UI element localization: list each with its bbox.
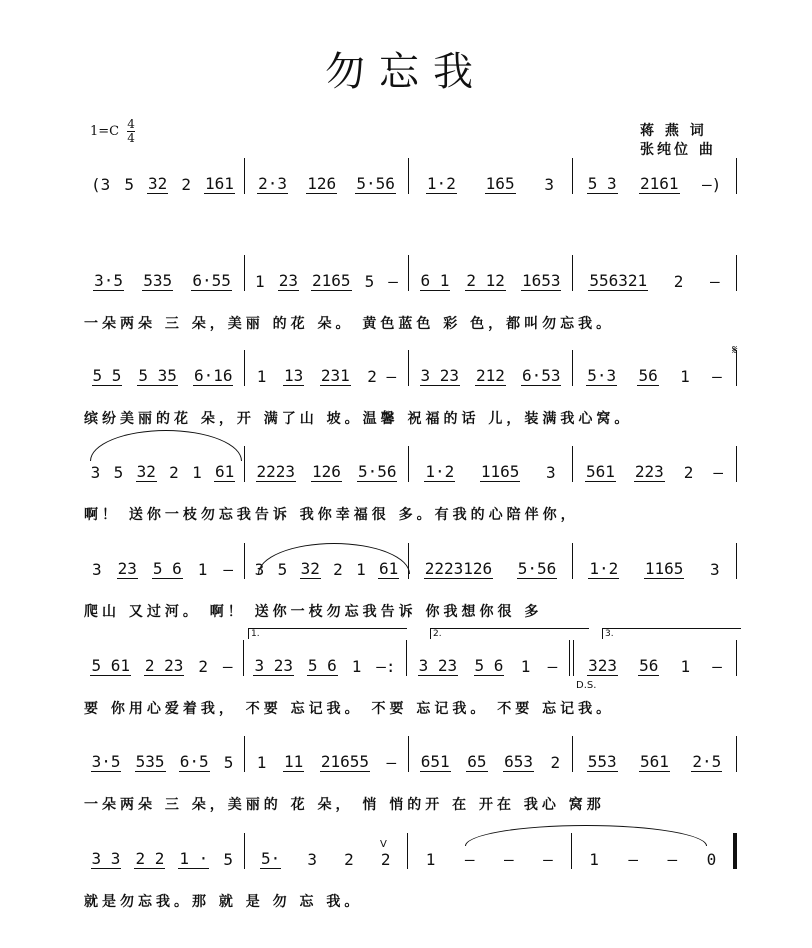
note-group: 32: [136, 462, 156, 481]
notes-line: [84, 553, 740, 579]
score-row: [84, 629, 740, 717]
note-group: 5 6: [307, 656, 337, 675]
note-group: 2: [344, 850, 354, 869]
note-group: 5: [124, 175, 134, 194]
measure: [84, 463, 241, 482]
note-group: 5 6: [474, 656, 504, 675]
barline: [244, 543, 245, 579]
note-group: 553: [587, 752, 617, 771]
barline: [408, 158, 409, 194]
note-group: –: [712, 657, 722, 676]
measure: [412, 175, 569, 194]
measure: [84, 850, 241, 869]
note-group: 2 23: [144, 656, 184, 675]
lyrics-line: 缤纷美丽的花 朵，开 满了山 坡。温馨 祝福的话 儿，装满我心窝。: [84, 411, 633, 427]
note-group: 5: [223, 850, 233, 869]
measure: [411, 851, 568, 869]
note-group: 535: [143, 271, 173, 290]
measure: [84, 272, 241, 291]
key-signature: [90, 118, 135, 145]
note-group: 11: [283, 752, 304, 771]
barline: [244, 446, 245, 482]
barline: [572, 736, 573, 772]
lyrics-line: 爬山 又过河。 啊！ 送你一枝勿忘我告诉 你我想你很 多: [84, 604, 543, 620]
note-group: 3: [710, 560, 720, 579]
note-group: 1·2: [589, 559, 619, 578]
volta-bracket: 2.: [430, 628, 589, 639]
slur-arc: [90, 430, 242, 461]
volta-bracket: 1.: [248, 628, 407, 639]
barline: [736, 255, 737, 291]
credits: [640, 122, 716, 160]
note-group: 32: [300, 559, 320, 578]
note-group: –: [547, 657, 558, 676]
note-group: 1·2: [426, 174, 456, 193]
note-group: 126: [312, 462, 341, 481]
note-group: 5: [364, 272, 375, 291]
barline: [572, 255, 573, 291]
note-group: –: [713, 463, 723, 482]
composer-credit: 张纯位 曲: [640, 142, 716, 158]
barline: [244, 350, 245, 386]
note-group: 6·16: [193, 366, 233, 385]
note-group: 65: [467, 752, 487, 771]
score-row: [84, 168, 740, 228]
score-row: [84, 265, 740, 332]
note-group: 6·5: [179, 752, 209, 771]
note-group: 5: [223, 753, 234, 772]
measure: [576, 463, 733, 482]
measure: [247, 657, 403, 676]
note-group: 23: [117, 559, 137, 578]
measure: [248, 367, 405, 386]
note-group: 2·3: [258, 174, 288, 193]
note-group: –:: [376, 657, 396, 676]
barline: [736, 158, 737, 194]
time-sig-bottom: 4: [127, 131, 135, 145]
note-group: 5 6: [152, 559, 182, 578]
note-group: 1: [351, 657, 362, 676]
notes-line: [84, 168, 740, 194]
note-group: 13: [283, 366, 304, 385]
segno-sign: 𝄋: [732, 343, 738, 358]
note-group: 161: [205, 174, 234, 193]
note-group: 3 3: [91, 849, 121, 868]
measure: [248, 272, 405, 291]
note-group: 3: [90, 463, 101, 482]
measure: [412, 367, 569, 386]
note-group: 6 1: [420, 271, 450, 290]
note-group: 5·56: [517, 559, 557, 578]
note-group: –: [710, 272, 720, 291]
notes-line: [84, 746, 740, 772]
note-group: 1165: [480, 462, 520, 481]
note-group: (3: [91, 175, 111, 194]
measure: [248, 463, 405, 482]
barline: [408, 350, 409, 386]
lyrics-line: 要 你用心爱着我， 不要 忘记我。 不要 忘记我。 不要 忘记我。: [84, 701, 615, 717]
note-group: 5 3: [587, 174, 617, 193]
note-group: 1: [356, 560, 366, 579]
lyrics-line: 啊！ 送你一枝勿忘我告诉 我你幸福很 多。有我的心陪伴你，: [84, 507, 579, 523]
note-group: 56: [639, 656, 659, 675]
note-group: 1 ·: [179, 849, 209, 868]
note-group: 61: [379, 559, 399, 578]
note-group: 556321: [589, 271, 648, 290]
measure: [84, 753, 241, 772]
note-group: 5·3: [587, 366, 617, 385]
note-group: 32: [148, 174, 168, 193]
note-group: 61: [215, 462, 235, 481]
note-group: –: [712, 367, 722, 386]
note-group: 5 5: [92, 366, 122, 385]
score-row: [84, 843, 740, 910]
note-group: –: [543, 850, 553, 869]
notes-line: [84, 360, 740, 386]
notes-line: [84, 843, 740, 869]
barline: [244, 833, 245, 869]
note-group: 3: [254, 560, 265, 579]
note-group: 3 23: [418, 656, 458, 675]
dal-segno-mark: D.S.: [576, 680, 597, 691]
barline: [736, 736, 737, 772]
note-group: 2165: [312, 271, 351, 290]
barline: [408, 736, 409, 772]
note-group: 1: [589, 850, 599, 869]
note-group: 0: [706, 850, 717, 869]
note-group: –: [667, 850, 678, 869]
note-group: –: [464, 850, 475, 869]
slur-arc: [258, 543, 410, 574]
note-group: 1: [680, 657, 691, 676]
score-row: [84, 553, 740, 620]
barline: [406, 640, 407, 676]
breath-mark: V: [380, 839, 387, 850]
barline: [244, 158, 245, 194]
note-group: 5: [277, 560, 288, 579]
barline: [572, 446, 573, 482]
lyricist-credit: 蒋 燕 词: [640, 123, 707, 139]
note-group: 2 2: [135, 849, 165, 868]
note-group: 223: [634, 462, 664, 481]
note-group: 2223126: [424, 559, 493, 578]
note-group: 2 12: [466, 271, 505, 290]
note-group: 2: [673, 272, 684, 291]
score-row: [84, 360, 740, 427]
measure: [576, 367, 733, 386]
note-group: 3: [307, 850, 318, 869]
note-group: 3: [91, 560, 102, 579]
note-group: 1165: [644, 559, 684, 578]
time-sig-top: 4: [127, 117, 135, 131]
note-group: –): [701, 175, 722, 194]
measure: [84, 175, 241, 194]
note-group: –: [223, 560, 233, 579]
note-group: –: [386, 753, 397, 772]
note-group: 2 –: [367, 367, 397, 386]
note-group: 561: [585, 462, 615, 481]
measure: [248, 753, 405, 772]
note-group: 2·5: [692, 752, 722, 771]
measure: [577, 657, 733, 676]
note-group: –: [503, 850, 514, 869]
barline: [569, 640, 574, 676]
note-group: 5·56: [356, 174, 395, 193]
measure: [248, 850, 405, 869]
note-group: 2: [333, 560, 343, 579]
measure: [575, 851, 732, 869]
note-group: 231: [320, 366, 350, 385]
note-group: 21655: [320, 752, 369, 771]
note-group: 126: [307, 174, 337, 193]
note-group: 56: [638, 366, 658, 385]
measure: [576, 560, 733, 579]
measure: [84, 367, 241, 386]
barline: [408, 446, 409, 482]
note-group: 1: [256, 753, 267, 772]
barline: [244, 255, 245, 291]
time-signature: [127, 118, 135, 145]
measure: [410, 657, 566, 676]
note-group: 2: [683, 463, 694, 482]
note-group: 5·: [261, 849, 281, 868]
note-group: 2: [198, 657, 208, 676]
lyrics-line: 一朵两朵 三 朵，美丽的 花 朵， 悄 悄的开 在 开在 我心 窝那: [84, 797, 605, 813]
note-group: 3·5: [91, 752, 121, 771]
note-group: 5·56: [357, 462, 397, 481]
note-group: 1: [425, 850, 436, 869]
note-group: 1: [192, 463, 202, 482]
note-group: –: [388, 272, 398, 291]
score-row: [84, 746, 740, 813]
note-group: 5: [113, 463, 124, 482]
note-group: 3: [546, 463, 556, 482]
barline: [736, 446, 737, 482]
note-group: 6·55: [192, 271, 231, 290]
volta-bracket: 3.: [602, 628, 741, 639]
note-group: 1·2: [425, 462, 455, 481]
barline: [407, 833, 408, 869]
notes-line: [84, 265, 740, 291]
barline: [733, 833, 737, 869]
note-group: 6·53: [521, 366, 561, 385]
barline: [572, 350, 573, 386]
note-group: 165: [485, 174, 515, 193]
measure: [412, 272, 569, 291]
barline: [572, 158, 573, 194]
note-group: 1: [256, 367, 267, 386]
note-group: 1: [255, 272, 265, 291]
note-group: 653: [504, 752, 533, 771]
barline: [408, 255, 409, 291]
key-label: 1=C: [90, 124, 120, 139]
note-group: 323: [588, 656, 617, 675]
song-title: 勿忘我: [325, 49, 487, 95]
note-group: 2: [169, 463, 179, 482]
note-group: 1: [197, 560, 208, 579]
lyrics-line: 就是勿忘我。那 就 是 勿 忘 我。: [84, 894, 363, 910]
note-group: 3 23: [420, 366, 460, 385]
score-row: [84, 456, 740, 523]
measure: [412, 560, 569, 579]
barline: [243, 640, 244, 676]
note-group: 3 23: [254, 656, 293, 675]
note-group: 651: [420, 752, 450, 771]
notes-line: [84, 650, 740, 676]
note-group: 3: [544, 175, 555, 194]
barline: [736, 640, 737, 676]
measure: [576, 175, 733, 194]
measure: [248, 175, 405, 194]
measure: [84, 657, 240, 676]
note-group: 212: [476, 366, 505, 385]
measure: [576, 753, 733, 772]
barline: [572, 543, 573, 579]
note-group: 3·5: [94, 271, 124, 290]
barline: [736, 543, 737, 579]
measure: [412, 753, 569, 772]
note-group: 1: [680, 367, 690, 386]
note-group: 2: [550, 753, 561, 772]
measure: [576, 272, 733, 291]
measure: [84, 560, 241, 579]
note-group: 23: [278, 271, 298, 290]
measure: [412, 463, 569, 482]
note-group: 2: [380, 850, 391, 869]
note-group: 1653: [521, 271, 561, 290]
note-group: 535: [135, 752, 165, 771]
note-group: 5 61: [91, 656, 130, 675]
barline: [244, 736, 245, 772]
note-group: 2223: [256, 462, 296, 481]
note-group: 2: [181, 175, 191, 194]
lyrics-line: 一朵两朵 三 朵，美丽 的花 朵。 黄色蓝色 彩 色，都叫勿忘我。: [84, 316, 615, 332]
note-group: –: [628, 850, 638, 869]
note-group: 1: [520, 657, 531, 676]
note-group: 2161: [640, 174, 679, 193]
slur-arc: [465, 825, 707, 846]
note-group: 5 35: [138, 366, 177, 385]
note-group: –: [222, 657, 233, 676]
note-group: 561: [640, 752, 669, 771]
